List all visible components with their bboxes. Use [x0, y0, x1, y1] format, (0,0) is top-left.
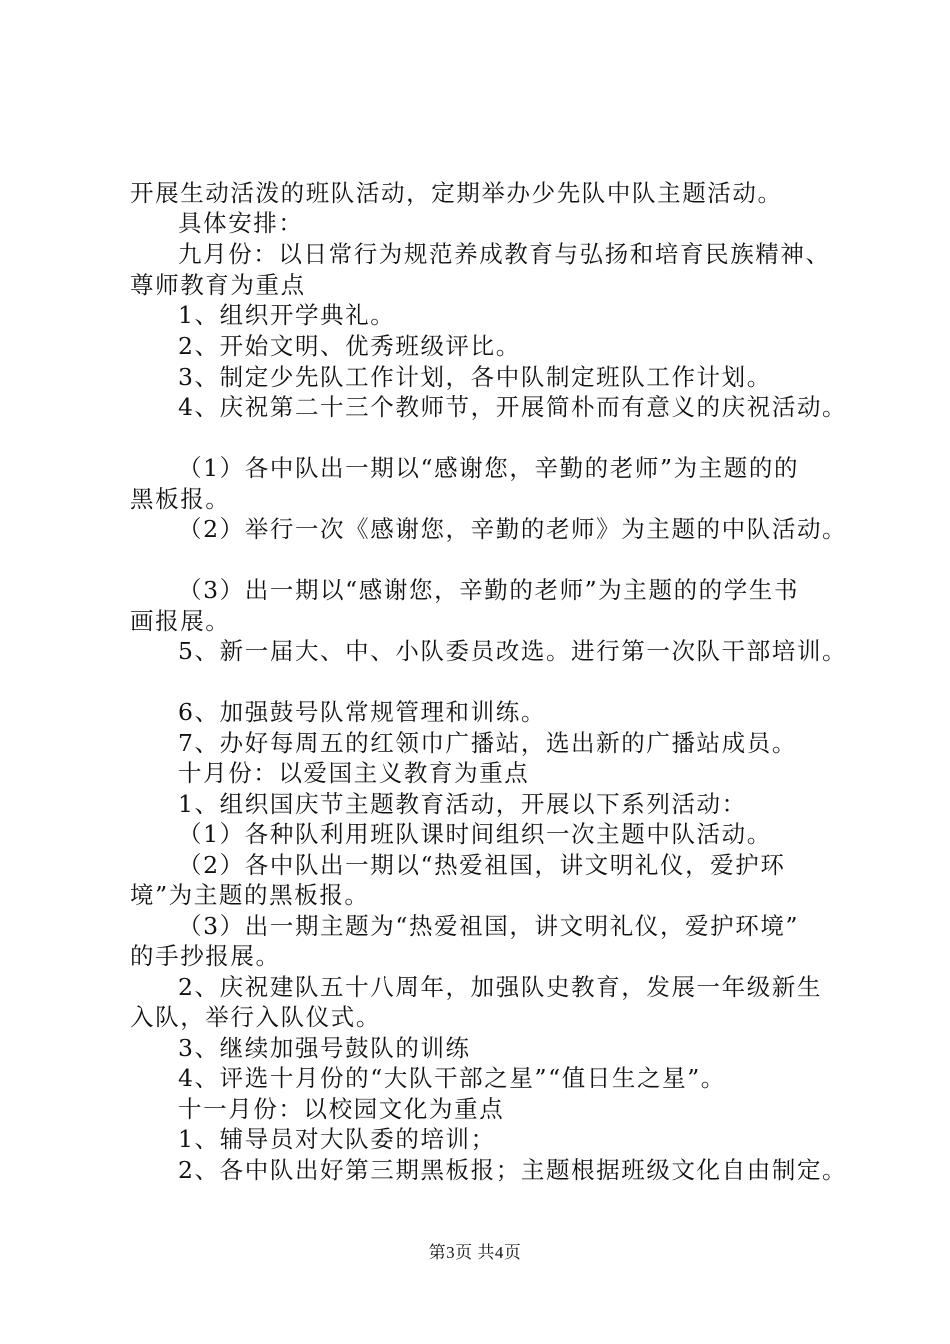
- text-line: （1）各种队利用班队课时间组织一次主题中队活动。: [178, 820, 772, 848]
- text-line: 5、新一届大、中、小队委员改选。进行第一次队干部培训。: [178, 637, 848, 665]
- text-line: 九月份：以日常行为规范养成教育与弘扬和培育民族精神、: [178, 240, 831, 268]
- text-line: 境”为主题的黑板报。: [130, 881, 370, 909]
- text-line: 的手抄报展。: [130, 942, 281, 970]
- text-line: 3、继续加强号鼓队的训练: [178, 1034, 471, 1062]
- text-line: （1）各中队出一期以“感谢您，辛勤的老师”为主题的的: [178, 454, 800, 482]
- text-line: 2、开始文明、优秀班级评比。: [178, 332, 521, 360]
- text-line: 2、庆祝建队五十八周年，加强队史教育，发展一年级新生: [178, 973, 823, 1001]
- text-line: （2）各中队出一期以“热爱祖国，讲文明礼仪，爱护环: [178, 851, 786, 879]
- text-line: 画报展。: [130, 607, 231, 635]
- text-line: 黑板报。: [130, 485, 231, 513]
- text-line: 2、各中队出好第三期黑板报；主题根据班级文化自由制定。: [178, 1156, 848, 1184]
- page-number-footer: 第3页 共4页: [428, 1243, 522, 1262]
- text-line: （2）举行一次《感谢您，辛勤的老师》为主题的中队活动。: [178, 515, 848, 543]
- text-line: 1、组织开学典礼。: [178, 301, 396, 329]
- text-line: 入队，举行入队仪式。: [130, 1003, 381, 1031]
- text-line: 3、制定少先队工作计划，各中队制定班队工作计划。: [178, 363, 772, 391]
- text-line: 6、加强鼓号队常规管理和训练。: [178, 698, 546, 726]
- text-line: 具体安排：: [178, 209, 304, 237]
- text-line: 7、办好每周五的红领巾广播站，选出新的广播站成员。: [178, 729, 797, 757]
- text-line: 十一月份：以校园文化为重点: [178, 1095, 505, 1123]
- text-line: 十月份：以爱国主义教育为重点: [178, 759, 530, 787]
- text-line: 开展生动活泼的班队活动，定期举办少先队中队主题活动。: [130, 179, 783, 207]
- text-line: 4、庆祝第二十三个教师节，开展简朴而有意义的庆祝活动。: [178, 393, 848, 421]
- text-line: （3）出一期主题为“热爱祖国，讲文明礼仪，爱护环境”: [178, 912, 800, 940]
- text-line: 4、评选十月份的“大队干部之星”“值日生之星”。: [178, 1064, 726, 1092]
- text-line: 尊师教育为重点: [130, 271, 306, 299]
- text-line: （3）出一期以“感谢您，辛勤的老师”为主题的的学生书: [178, 576, 800, 604]
- text-line: 1、组织国庆节主题教育活动，开展以下系列活动：: [178, 790, 747, 818]
- text-line: 1、辅导员对大队委的培训；: [178, 1125, 496, 1153]
